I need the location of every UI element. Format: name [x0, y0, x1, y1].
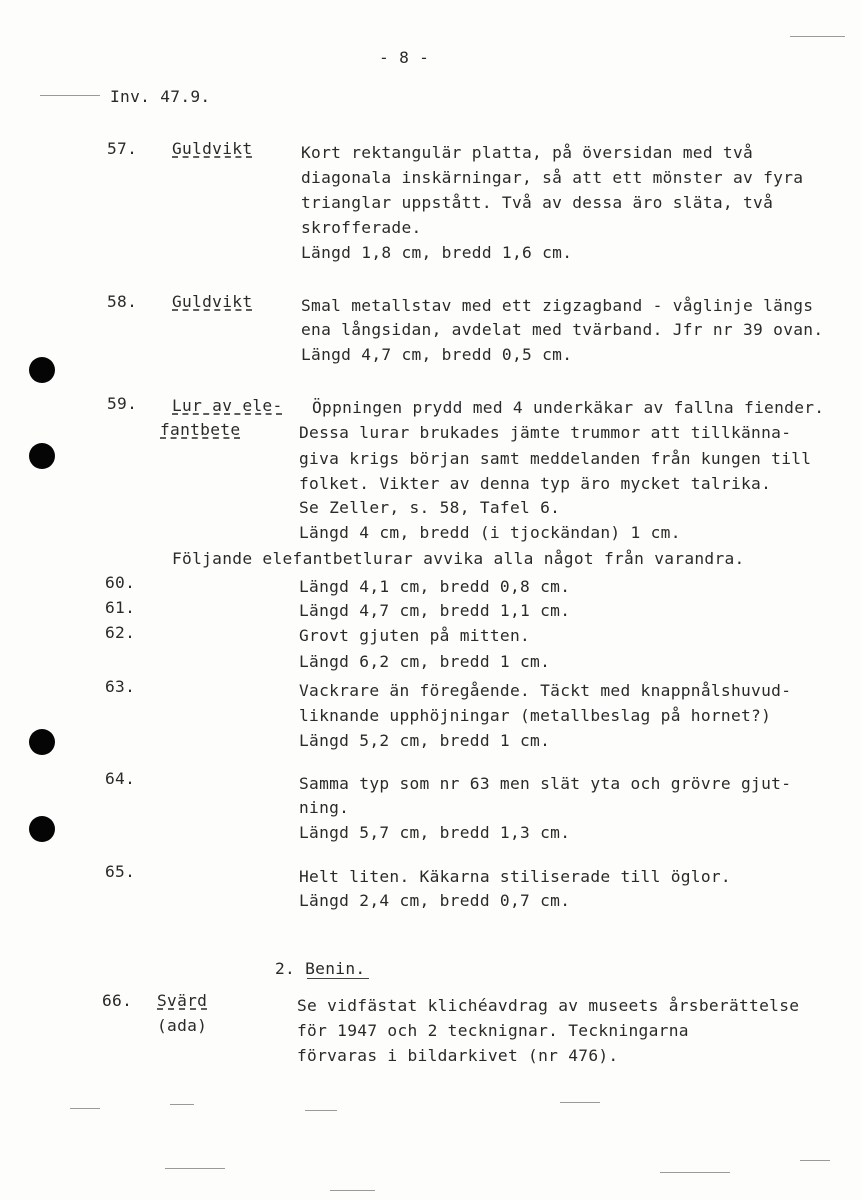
entry-text-62-2: Längd 6,2 cm, bredd 1 cm. — [299, 652, 551, 671]
entry-title-58: Guldvikt — [172, 292, 253, 311]
entry-text-57-1: Kort rektangulär platta, på översidan med två — [301, 143, 754, 162]
entry-text-63-3: Längd 5,2 cm, bredd 1 cm. — [299, 731, 551, 750]
section-underline — [307, 978, 369, 979]
entry-text-59-1: Öppningen prydd med 4 underkäkar av fallna fiender. — [312, 398, 825, 417]
punch-hole-4 — [29, 816, 55, 842]
entry-text-59-3: giva krigs början samt meddelanden från kungen till — [299, 449, 812, 468]
entry-text-57-4: skrofferade. — [301, 218, 422, 237]
entry-title-59-line1: Lur av ele- — [172, 396, 283, 415]
entry-text-58-3: Längd 4,7 cm, bredd 0,5 cm. — [301, 345, 573, 364]
entry-text-65-1: Helt liten. Käkarna stiliserade till öglor. — [299, 867, 731, 886]
entry-number-64: 64. — [105, 769, 136, 788]
following-note: Följande elefantbetlurar avvika alla något från varandra. — [172, 549, 745, 568]
scan-speck — [70, 1108, 100, 1109]
entry-number-60: 60. — [105, 573, 136, 592]
entry-text-60-1: Längd 4,1 cm, bredd 0,8 cm. — [299, 577, 571, 596]
entry-text-66-2: för 1947 och 2 tecknignar. Teckningarna — [297, 1021, 689, 1040]
scan-speck — [660, 1172, 730, 1173]
inventory-number: Inv. 47.9. — [110, 87, 211, 106]
entry-title-66: Svärd — [157, 991, 208, 1010]
entry-title-59-line2: fantbete — [160, 420, 241, 439]
entry-text-63-2: liknande upphöjningar (metallbeslag på hornet?) — [299, 706, 772, 725]
scan-speck — [790, 36, 845, 37]
scan-speck — [40, 95, 100, 96]
entry-text-64-1: Samma typ som nr 63 men slät yta och grövre gjut- — [299, 774, 792, 793]
entry-text-58-2: ena långsidan, avdelat med tvärband. Jfr nr 39 ovan. — [301, 320, 824, 339]
scan-speck — [165, 1168, 225, 1169]
entry-text-66-3: förvaras i bildarkivet (nr 476). — [297, 1046, 619, 1065]
entry-number-62: 62. — [105, 623, 136, 642]
scan-speck — [800, 1160, 830, 1161]
punch-hole-2 — [29, 443, 55, 469]
entry-number-58: 58. — [107, 292, 138, 311]
scan-speck — [305, 1110, 337, 1111]
entry-text-65-2: Längd 2,4 cm, bredd 0,7 cm. — [299, 891, 571, 910]
entry-text-57-3: trianglar uppstått. Två av dessa äro släta, två — [301, 193, 774, 212]
entry-text-61-1: Längd 4,7 cm, bredd 1,1 cm. — [299, 601, 571, 620]
entry-text-64-2: ning. — [299, 798, 350, 817]
entry-title-57: Guldvikt — [172, 139, 253, 158]
scan-speck — [170, 1104, 194, 1105]
scan-speck — [330, 1190, 375, 1191]
entry-text-58-1: Smal metallstav med ett zigzagband - våglinje längs — [301, 296, 814, 315]
entry-number-65: 65. — [105, 862, 136, 881]
section-heading-text: 2. Benin. — [275, 959, 366, 978]
entry-text-57-5: Längd 1,8 cm, bredd 1,6 cm. — [301, 243, 573, 262]
entry-title-66-sub: (ada) — [157, 1016, 208, 1035]
entry-text-59-4: folket. Vikter av denna typ äro mycket talrika. — [299, 474, 772, 493]
punch-hole-3 — [29, 729, 55, 755]
entry-text-59-5: Se Zeller, s. 58, Tafel 6. — [299, 498, 561, 517]
entry-text-66-1: Se vidfästat klichéavdrag av museets årsberättelse — [297, 996, 800, 1015]
entry-text-59-6: Längd 4 cm, bredd (i tjockändan) 1 cm. — [299, 523, 681, 542]
entry-text-59-2: Dessa lurar brukades jämte trummor att tillkänna- — [299, 423, 792, 442]
entry-text-57-2: diagonala inskärningar, så att ett mönster av fyra — [301, 168, 804, 187]
punch-hole-1 — [29, 357, 55, 383]
entry-number-57: 57. — [107, 139, 138, 158]
entry-text-62-1: Grovt gjuten på mitten. — [299, 626, 531, 645]
scan-speck — [560, 1102, 600, 1103]
entry-number-63: 63. — [105, 677, 136, 696]
entry-text-63-1: Vackrare än föregående. Täckt med knappnålshuvud- — [299, 681, 792, 700]
entry-number-61: 61. — [105, 598, 136, 617]
entry-number-66: 66. — [102, 991, 133, 1010]
entry-number-59: 59. — [107, 394, 138, 413]
entry-text-64-3: Längd 5,7 cm, bredd 1,3 cm. — [299, 823, 571, 842]
page-number: - 8 - — [379, 48, 430, 67]
section-heading — [275, 959, 365, 979]
